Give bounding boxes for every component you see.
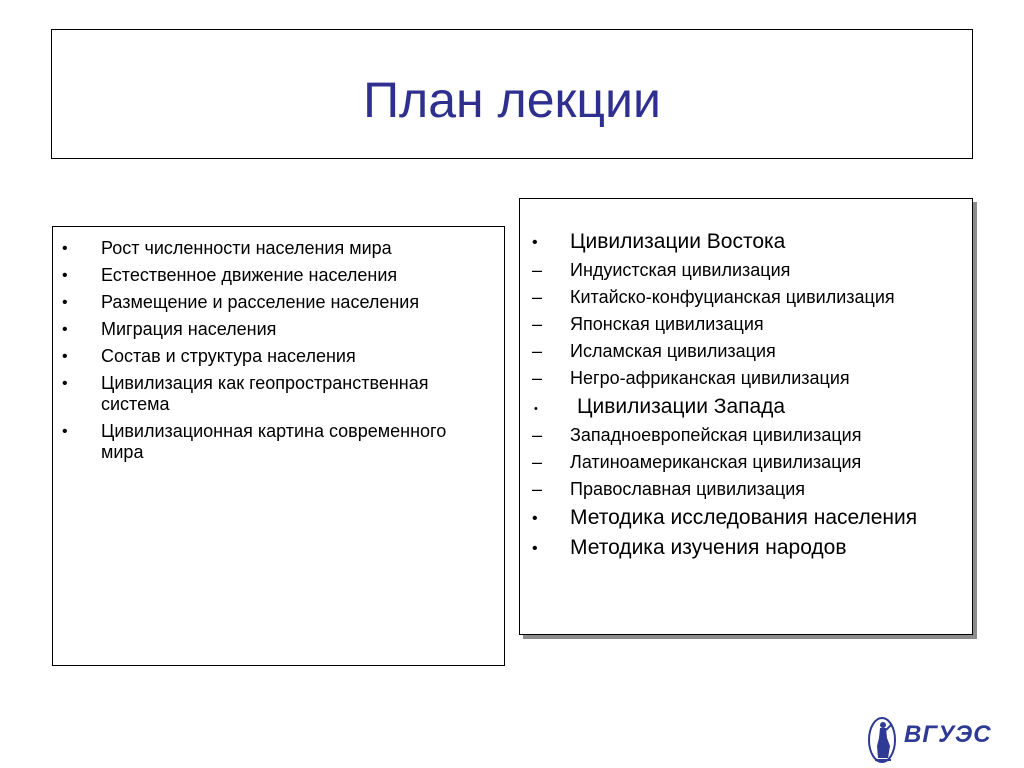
- dash-marker: –: [532, 341, 543, 361]
- list-item: [520, 452, 960, 473]
- list-item-text: Методика изучения народов: [570, 536, 847, 559]
- bullet-marker: •: [532, 234, 538, 251]
- bullet-marker: •: [534, 403, 538, 415]
- list-item-text: Цивилизационная картина современного мира: [101, 421, 447, 462]
- bullet-marker: •: [62, 348, 68, 365]
- list-item: [520, 260, 960, 281]
- left-bullet-list: [53, 238, 493, 469]
- right-bullet-list: [520, 230, 960, 566]
- list-item: [520, 341, 960, 362]
- list-item: [520, 536, 960, 560]
- list-item-text: Цивилизации Востока: [570, 230, 786, 253]
- list-item-text: Индуистская цивилизация: [570, 260, 791, 280]
- bullet-marker: •: [532, 540, 538, 557]
- list-item: [520, 230, 960, 254]
- right-content-box: [519, 198, 973, 635]
- bullet-marker: •: [62, 294, 68, 311]
- list-item-text: Миграция населения: [101, 319, 277, 339]
- dash-marker: –: [532, 260, 543, 280]
- slide-title: План лекции: [363, 72, 661, 128]
- university-logo: [866, 716, 992, 764]
- list-item-text: Цивилизация как геопространственная система: [101, 373, 429, 414]
- list-item: [53, 421, 493, 463]
- list-item: [520, 314, 960, 335]
- list-item: [520, 425, 960, 446]
- bullet-marker: •: [62, 375, 68, 392]
- list-item-text: Размещение и расселение населения: [101, 292, 420, 312]
- list-item: [53, 346, 493, 367]
- list-item-text: Православная цивилизация: [570, 479, 806, 499]
- dash-marker: –: [532, 368, 543, 388]
- bullet-marker: •: [532, 510, 538, 527]
- list-item-text: Западноевропейская цивилизация: [570, 425, 862, 445]
- list-item: [520, 395, 960, 419]
- list-item-text: Методика исследования населения: [570, 506, 918, 529]
- list-item-text: Японская цивилизация: [570, 314, 764, 334]
- list-item-text: Китайско-конфуцианская цивилизация: [570, 287, 895, 307]
- list-item: [53, 373, 493, 415]
- list-item: [53, 265, 493, 286]
- bullet-marker: •: [62, 423, 68, 440]
- bullet-marker: •: [62, 321, 68, 338]
- dash-marker: –: [532, 287, 543, 307]
- list-item-text: Цивилизации Запада: [577, 395, 786, 418]
- left-content-box: [52, 226, 505, 666]
- list-item: [53, 319, 493, 340]
- list-item-text: Естественное движение населения: [101, 265, 398, 285]
- dash-marker: –: [532, 479, 543, 499]
- bullet-marker: •: [62, 240, 68, 257]
- list-item: [53, 292, 493, 313]
- list-item-text: Состав и структура населения: [101, 346, 356, 366]
- list-item: [520, 479, 960, 500]
- dash-marker: –: [532, 314, 543, 334]
- list-item-text: Рост численности населения мира: [101, 238, 392, 258]
- list-item: [520, 368, 960, 389]
- dash-marker: –: [532, 452, 543, 472]
- list-item-text: Исламская цивилизация: [570, 341, 776, 361]
- list-item: [520, 506, 960, 530]
- bullet-marker: •: [62, 267, 68, 284]
- title-box: [51, 29, 973, 159]
- list-item-text: Негро-африканская цивилизация: [570, 368, 850, 388]
- list-item-text: Латиноамериканская цивилизация: [570, 452, 862, 472]
- dash-marker: –: [532, 425, 543, 445]
- statue-emblem-icon: [866, 716, 900, 764]
- list-item: [520, 287, 960, 308]
- logo-text: ВГУЭС: [904, 721, 992, 748]
- list-item: [53, 238, 493, 259]
